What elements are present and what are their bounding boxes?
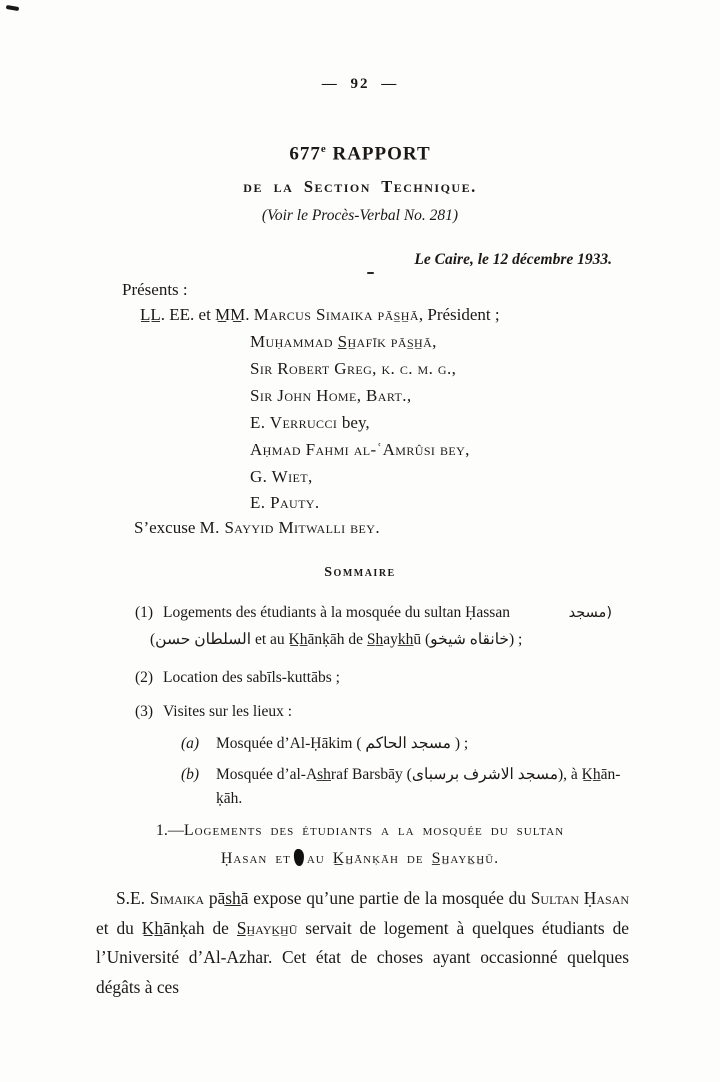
sommaire-item-2 xyxy=(135,669,340,687)
item-text: Mosquée d’al-As̲h̲raf Barsbāy (مسجد الاشرف برسباى), à K̲h̲ān- xyxy=(216,766,621,783)
attendee-name: Marcus Simaika pās̲h̲ā xyxy=(253,305,419,324)
item-marker: (b) xyxy=(181,766,200,783)
attendee-name: Sir John Home, Bart., xyxy=(250,386,412,405)
attendee-name: Muḥammad S̲h̲afīk pās̲h̲ā, xyxy=(250,332,437,351)
section-title: de la Section Technique. xyxy=(243,177,477,196)
section-heading-text: Ḥasan et xyxy=(220,850,291,867)
attendee-honorific: bey, xyxy=(341,413,370,432)
para-name: S̲h̲ayk̲h̲ū xyxy=(236,917,298,938)
attendee-row xyxy=(250,440,470,460)
attendee-row xyxy=(250,493,320,513)
sommaire-item-1-line-1 xyxy=(135,604,612,622)
para-name: Simaika xyxy=(149,888,205,908)
page-number: — 92 — xyxy=(321,76,399,92)
item-marker: (1) xyxy=(135,604,154,621)
sommaire-item-3a xyxy=(181,734,468,753)
attendee-row-president xyxy=(140,305,500,325)
section-heading-line-2 xyxy=(0,849,720,868)
section-heading-line-1 xyxy=(0,822,720,840)
item-text: Visites sur les lieux : xyxy=(163,703,293,720)
para-text: servait de logement à quelques étudiants de l’Université d’Al-Azhar. Cet état de choses ayant occasionné quelques dégâts à ces xyxy=(96,917,629,997)
sommaire-title: Sommaire xyxy=(324,565,396,580)
item-text: Mosquée d’Al-Ḥākim ( مسجد الحاكم ) ; xyxy=(216,735,469,752)
section-number: 1.— xyxy=(155,822,184,839)
sommaire-item-3b-line-2: ḳāh. xyxy=(216,790,243,807)
item-text: Location des sabīls-kuttābs ; xyxy=(163,669,340,686)
attendee-row xyxy=(250,359,456,379)
attendee-name: Aḥmad Fahmi al-ʿAmrûsi bey, xyxy=(250,440,470,459)
item-text: Logements des étudiants à la mosquée du sultan Ḥassan xyxy=(163,604,510,621)
body-paragraph xyxy=(96,884,629,1002)
report-word: RAPPORT xyxy=(326,143,431,165)
report-ordinal: e xyxy=(320,143,327,155)
scan-artifact-speck xyxy=(367,272,374,274)
dateline: Le Caire, le 12 décembre 1933. xyxy=(414,251,612,268)
scan-artifact-corner xyxy=(6,5,19,11)
excused-name: M. Sayyid Mitwalli bey. xyxy=(199,518,380,537)
reference-note: (Voir le Procès-Verbal No. 281) xyxy=(261,207,459,224)
excuse-line xyxy=(134,518,380,538)
attendee-name: Sir Robert Greg, k. c. m. g., xyxy=(250,359,457,378)
ink-blot xyxy=(293,849,304,867)
report-number: 677 xyxy=(289,143,321,165)
attendee-name: E. Pauty. xyxy=(250,493,320,512)
attendee-name: G. Wiet, xyxy=(250,467,313,486)
excuse-prefix: S’excuse xyxy=(134,518,200,537)
item-marker: (2) xyxy=(135,669,154,686)
sommaire-item-3b-line-1 xyxy=(181,765,620,784)
attendee-role: , Président ; xyxy=(418,305,500,324)
sommaire-item-1-line-2: (السلطان حسن et au K̲h̲ānḳāh de S̲h̲ayk̲h̲ū (خانقاه شيخو) ; xyxy=(150,631,523,648)
item-content xyxy=(135,604,510,622)
item-marker: (3) xyxy=(135,703,154,720)
para-text: et du K̲h̲ānḳah de xyxy=(96,917,237,938)
sommaire-item-3 xyxy=(135,703,292,721)
attendee-prefix: L̲L̲. EE. et M̲M̲. xyxy=(140,305,254,324)
arabic-inline-mosque: مسجد) xyxy=(568,605,612,621)
para-text: expose qu’une partie de la mosquée du xyxy=(253,888,531,908)
item-marker: (a) xyxy=(181,735,200,752)
report-title xyxy=(0,143,720,165)
attendee-row xyxy=(250,386,412,406)
attendee-row xyxy=(250,413,370,433)
para-text: pās̲h̲ā xyxy=(204,888,254,908)
presents-label: Présents : xyxy=(122,280,188,299)
attendee-row xyxy=(250,467,313,487)
para-text: S.E. xyxy=(116,888,150,908)
attendee-name: E. Verrucci xyxy=(250,413,342,432)
section-heading-text: Logements des étudiants a la mosquée du sultan xyxy=(183,822,565,839)
attendee-row xyxy=(250,332,437,352)
para-name: Sultan Ḥasan xyxy=(530,888,629,908)
section-heading-text: au K̲h̲ānḳāh de S̲h̲ayk̲h̲ū. xyxy=(306,850,500,867)
